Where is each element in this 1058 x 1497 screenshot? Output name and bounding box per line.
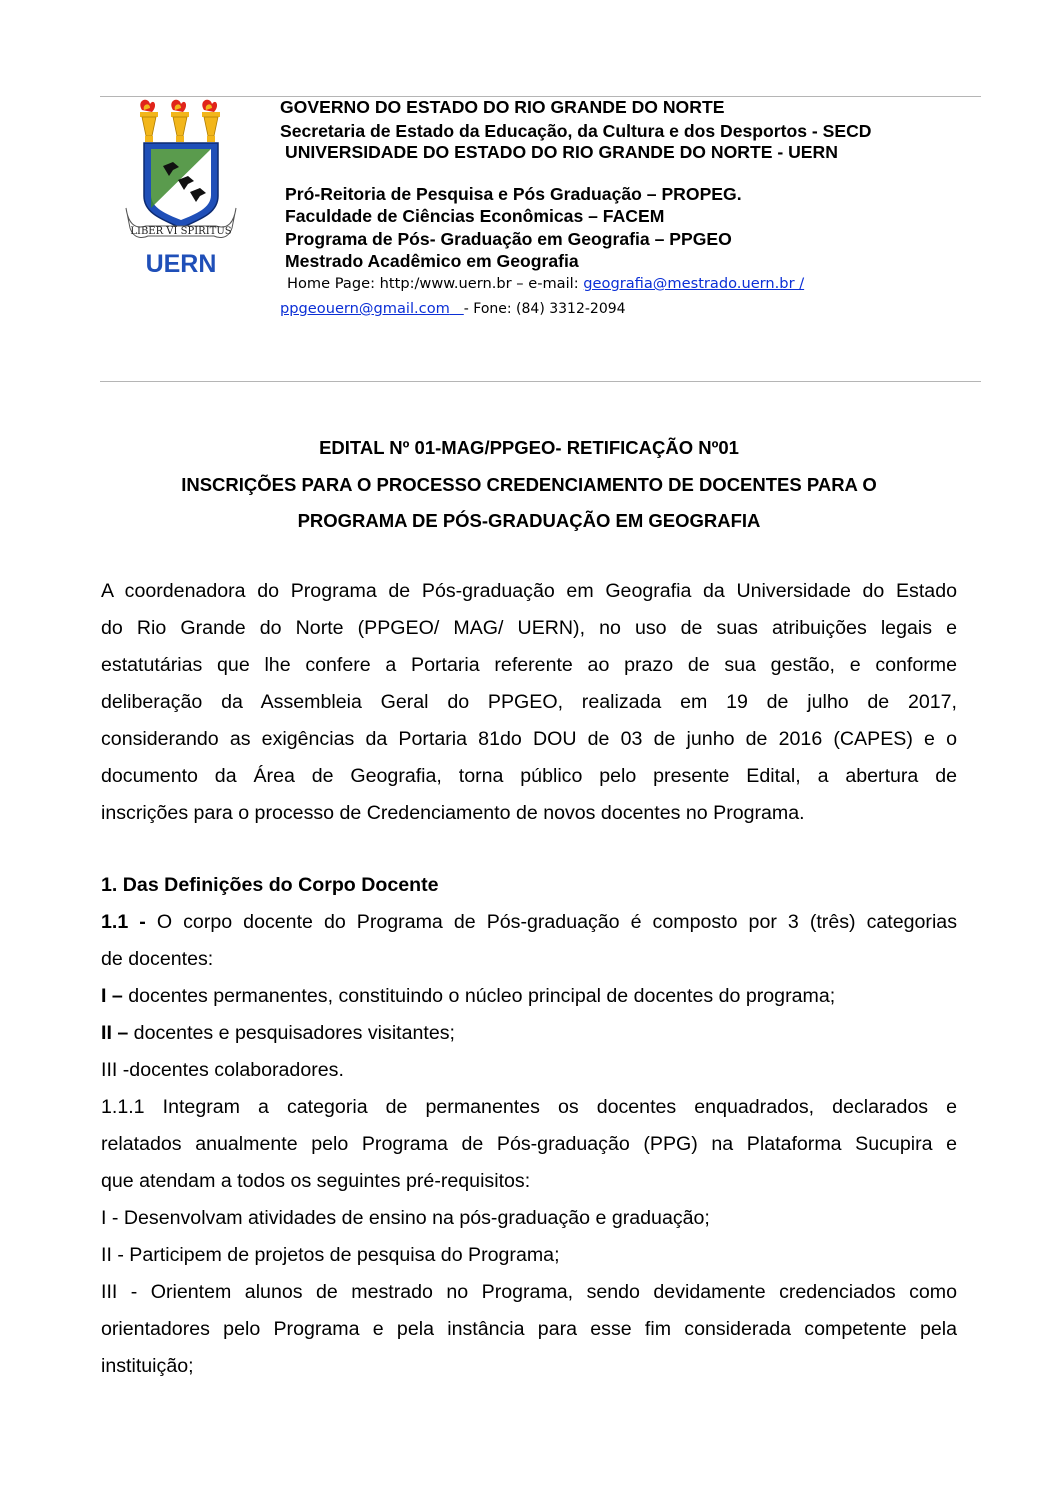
intro-line: considerando as exigências da Portaria 81do DOU de 03 de junho de 2016 (CAPES) e o xyxy=(101,728,957,750)
intro-line: deliberação da Assembleia Geral do PPGEO, realizada em 19 de julho de 2017, xyxy=(101,691,957,713)
paragraph-1-1-cont: de docentes: xyxy=(101,948,214,970)
edital-subtitle-1: INSCRIÇÕES PARA O PROCESSO CREDENCIAMENTO DE DOCENTES PARA O xyxy=(181,474,877,495)
torches-icon xyxy=(140,100,220,142)
edital-title: EDITAL Nº 01-MAG/PPGEO- RETIFICAÇÃO Nº01 xyxy=(319,437,739,458)
email-link-gmail[interactable]: ppgeouern@gmail.com xyxy=(280,300,450,317)
homepage-text: Home Page: http:/www.uern.br – e-mail: xyxy=(287,275,584,292)
phone-text: - Fone: (84) 3312-2094 xyxy=(463,301,626,317)
requirement-item: I - Desenvolvam atividades de ensino na pós-graduação e graduação; xyxy=(101,1207,710,1229)
email-link-geografia[interactable]: geografia@mestrado.uern.br / xyxy=(583,275,805,292)
header-contact-line-2 xyxy=(280,299,626,319)
header-secretariat: Secretaria de Estado da Educação, da Cultura e dos Desportos - SECD xyxy=(280,121,872,141)
section-heading: 1. Das Definições do Corpo Docente xyxy=(101,874,439,896)
logo-motto: LIBER VI SPIRITUS xyxy=(130,226,232,237)
edital-subtitle-2: PROGRAMA DE PÓS-GRADUAÇÃO EM GEOGRAFIA xyxy=(297,510,761,531)
requirement-item: orientadores pelo Programa e pela instância para esse fim considerada competente pela xyxy=(101,1318,957,1340)
header-contact-line xyxy=(287,274,804,294)
list-item: II – docentes e pesquisadores visitantes; xyxy=(101,1022,455,1044)
intro-paragraph xyxy=(101,573,957,832)
paragraph-1-1-1: relatados anualmente pelo Programa de Pós-graduação (PPG) na Plataforma Sucupira e xyxy=(101,1133,957,1155)
requirement-item: III - Orientem alunos de mestrado no Programa, sendo devidamente credenciados como xyxy=(101,1281,957,1303)
intro-line: documento da Área de Geografia, torna público pelo presente Edital, a abertura de xyxy=(101,765,957,787)
header-masters: Mestrado Acadêmico em Geografia xyxy=(285,251,579,271)
requirement-item: instituição; xyxy=(101,1355,194,1377)
header-government: GOVERNO DO ESTADO DO RIO GRANDE DO NORTE xyxy=(280,97,725,117)
logo-name: UERN xyxy=(145,250,217,278)
header-program: Programa de Pós- Graduação em Geografia – PPGEO xyxy=(285,229,732,249)
list-item: III -docentes colaboradores. xyxy=(101,1059,344,1081)
list-item: I – docentes permanentes, constituindo o núcleo principal de docentes do programa; xyxy=(101,985,836,1007)
intro-line: A coordenadora do Programa de Pós-graduação em Geografia da Universidade do Estado xyxy=(101,580,957,602)
header-prorectorate: Pró-Reitoria de Pesquisa e Pós Graduação – PROPEG. xyxy=(285,184,742,204)
header-faculty: Faculdade de Ciências Econômicas – FACEM xyxy=(285,206,665,226)
paragraph-1-1-1: que atendam a todos os seguintes pré-requisitos: xyxy=(101,1170,531,1192)
intro-line: inscrições para o processo de Credenciamento de novos docentes no Programa. xyxy=(101,802,805,824)
paragraph-1-1: 1.1 - O corpo docente do Programa de Pós-graduação é composto por 3 (três) categorias xyxy=(101,911,957,933)
intro-line: estatutárias que lhe confere a Portaria referente ao prazo de sua gestão, e conforme xyxy=(101,654,957,676)
section-1 xyxy=(101,867,957,1385)
requirement-item: II - Participem de projetos de pesquisa do Programa; xyxy=(101,1244,560,1266)
header-university: UNIVERSIDADE DO ESTADO DO RIO GRANDE DO NORTE - UERN xyxy=(285,142,838,162)
header-bottom-rule xyxy=(100,381,981,382)
intro-line: do Rio Grande do Norte (PPGEO/ MAG/ UERN), no uso de suas atribuições legais e xyxy=(101,617,957,639)
uern-logo xyxy=(118,96,244,278)
paragraph-1-1-1: 1.1.1 Integram a categoria de permanentes os docentes enquadrados, declarados e xyxy=(101,1096,957,1118)
paragraph-number: 1.1 - xyxy=(101,911,146,933)
